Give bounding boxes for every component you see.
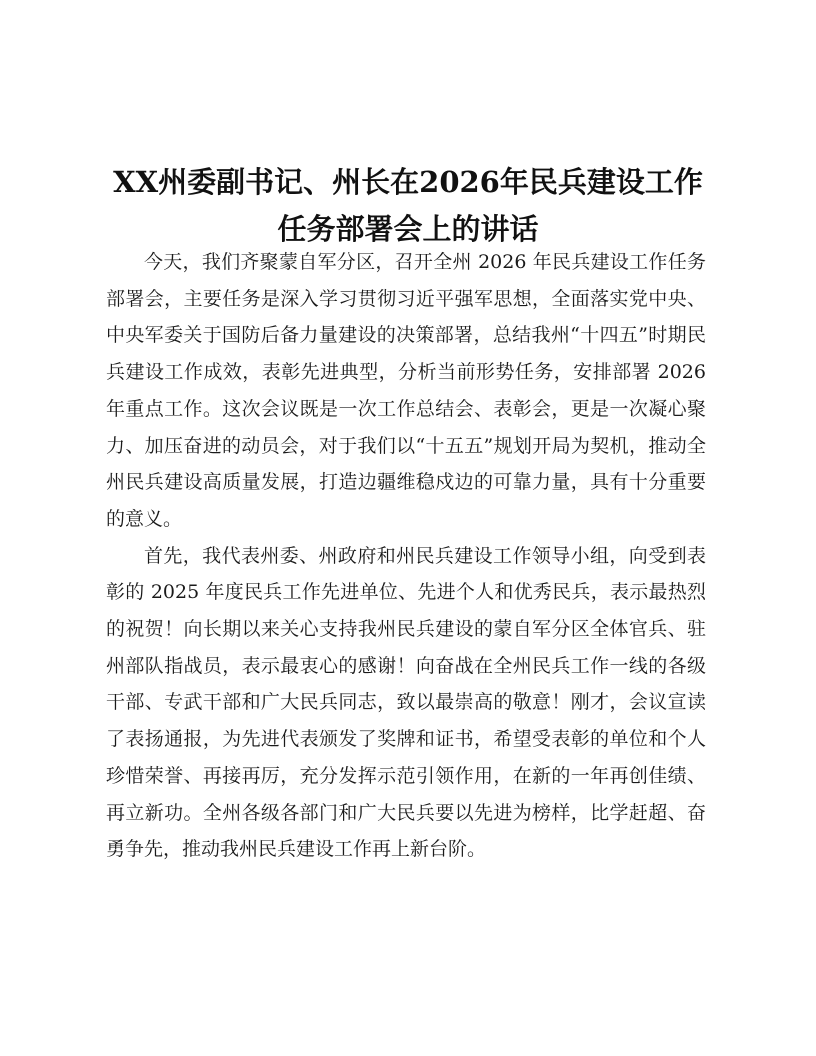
title-line-1: XX州委副书记、州长在2026年民兵建设工作: [113, 165, 703, 200]
document-body: [106, 244, 706, 868]
title-line-2: 任务部署会上的讲话: [277, 212, 539, 247]
paragraph-opening: 今天，我们齐聚蒙自军分区，召开全州 2026 年民兵建设工作任务部署会，主要任务是深入学习贯彻习近平强军思想，全面落实党中央、中央军委关于国防后备力量建设的决策部署，总结我州“十四五”时期民兵建设工作成效，表彰先进典型，分析当前形势任务，安排部署 2026 年重点工作。这次会议既是一次工作总结会、表彰会，更是一次凝心聚力、加压奋进的动员会，对于我们以“十五五”规划开局为契机，推动全州民兵建设高质量发展，打造边疆维稳戍边的可靠力量，具有十分重要的意义。: [106, 251, 706, 530]
document-title: [100, 159, 716, 253]
paragraph-commendation: 首先，我代表州委、州政府和州民兵建设工作领导小组，向受到表彰的 2025 年度民兵工作先进单位、先进个人和优秀民兵，表示最热烈的祝贺！向长期以来关心支持我州民兵建设的蒙自军分区全体官兵、驻州部队指战员，表示最衷心的感谢！向奋战在全州民兵工作一线的各级干部、专武干部和广大民兵同志，致以最崇高的敬意！刚才，会议宣读了表扬通报，为先进代表颁发了奖牌和证书，希望受表彰的单位和个人珍惜荣誉、再接再厉，充分发挥示范引领作用，在新的一年再创佳绩、再立新功。全州各级各部门和广大民兵要以先进为榜样，比学赶超、奋勇争先，推动我州民兵建设工作再上新台阶。: [106, 544, 706, 861]
